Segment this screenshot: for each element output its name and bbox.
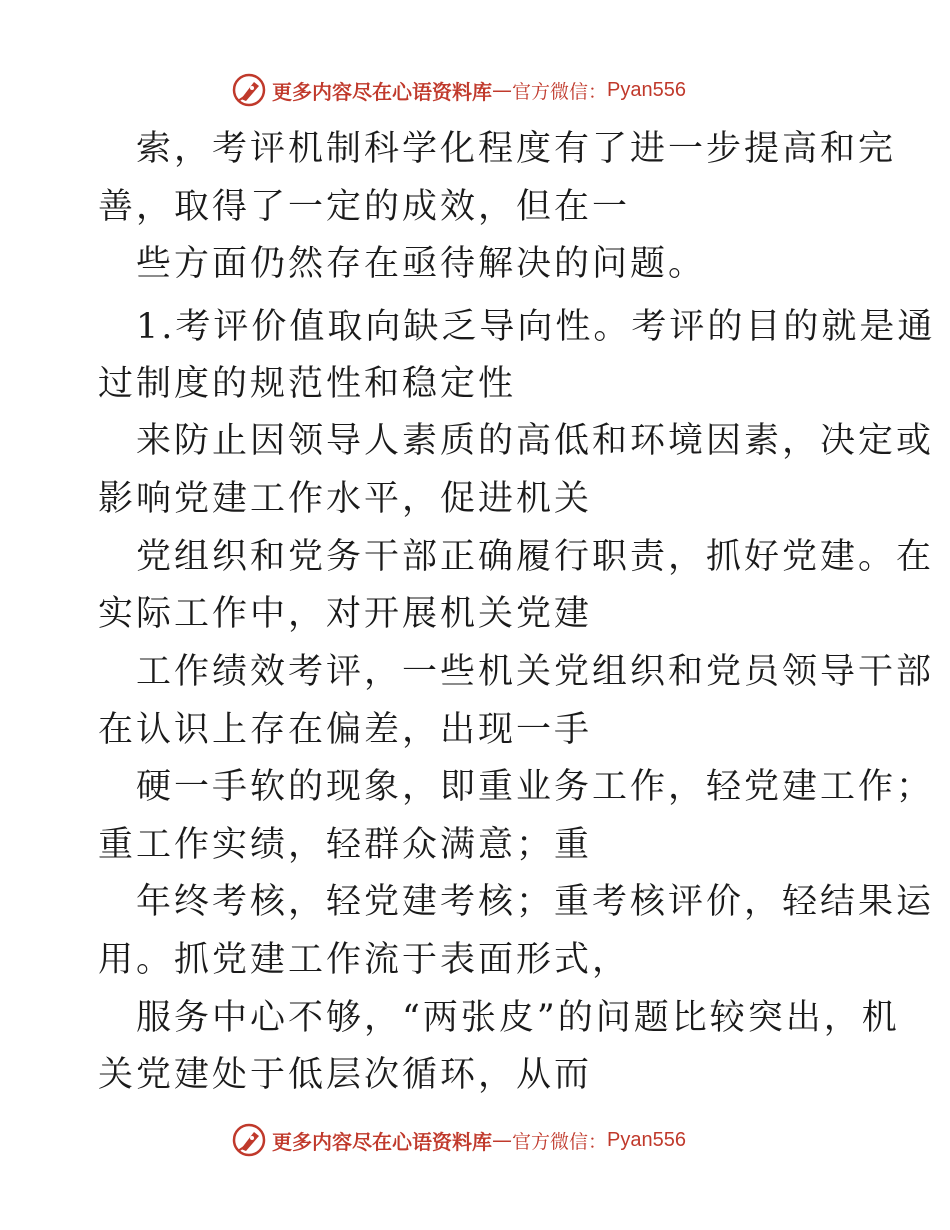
text-line: 影响党建工作水平，促进机关 [98,479,593,519]
text-line: 实际工作中，对开展机关党建 [98,594,593,634]
banner-dash: — [492,1128,512,1152]
banner-wechat-id: Pyan556 [607,1128,686,1151]
text-line: 些方面仍然存在亟待解决的问题。 [136,244,707,284]
banner-dash: — [492,78,512,102]
text-line: 过制度的规范性和稳定性 [98,364,517,404]
text-line: 索，考评机制科学化程度有了进一步提高和完 [136,129,897,169]
footer-banner [232,1122,686,1158]
banner-wechat-label: 官方微信： [512,1130,608,1153]
pen-nib-logo-icon [232,73,266,107]
banner-title: 更多内容尽在心语资料库 [272,79,492,104]
text-line: 党组织和党务干部正确履行职责，抓好党建。在 [136,537,935,577]
header-banner [232,72,686,108]
banner-title: 更多内容尽在心语资料库 [272,1129,492,1154]
text-line: 在认识上存在偏差，出现一手 [98,710,593,750]
text-line: 关党建处于低层次循环，从而 [98,1055,593,1095]
text-line: 工作绩效考评，一些机关党组织和党员领导干部 [136,652,935,692]
pen-nib-logo-icon [232,1123,266,1157]
text-line: 服务中心不够，“两张皮”的问题比较突出，机 [136,998,900,1038]
text-line: 年终考核，轻党建考核；重考核评价，轻结果运 [136,882,935,922]
text-line: 1.考评价值取向缺乏导向性。考评的目的就是通 [136,307,936,347]
banner-wechat-label: 官方微信： [512,80,608,103]
text-line: 用。抓党建工作流于表面形式， [98,940,631,980]
text-line: 来防止因领导人素质的高低和环境因素，决定或 [136,421,935,461]
text-line: 重工作实绩，轻群众满意；重 [98,825,593,865]
text-line: 善，取得了一定的成效，但在一 [98,187,631,227]
banner-wechat-id: Pyan556 [607,78,686,101]
text-line: 硬一手软的现象，即重业务工作，轻党建工作； [136,767,935,807]
